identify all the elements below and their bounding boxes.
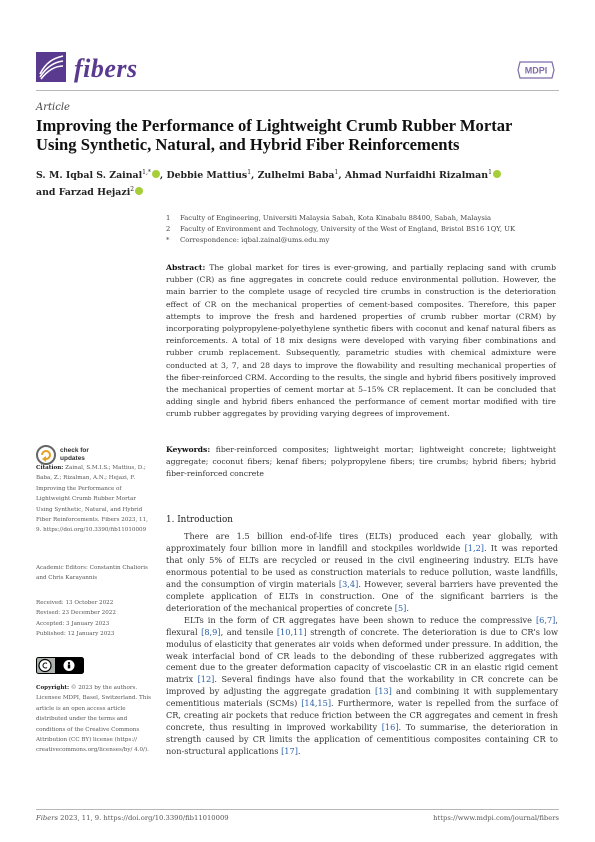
text-run: strength of concrete. The deterioration is due to CR’s low modulus of elasticity that generates air voids when deformed under pressure. In addition, the weak interfacial bond of CR leads to the debonding of these rubberized aggregates with cement due to the greater deformation capacity of viscoelastic CR in an elastic rigid cement matrix bbox=[166, 626, 558, 685]
footer-citation: Fibers 2023, 11, 9. https://doi.org/10.3390/fib11010009 bbox=[36, 814, 229, 822]
affiliation-item: 1 Faculty of Engineering, Universiti Malaysia Sabah, Kota Kinabalu 88400, Sabah, Malaysia bbox=[166, 214, 492, 222]
keywords bbox=[166, 444, 556, 481]
citation-link[interactable]: [17] bbox=[281, 746, 298, 757]
academic-editors: Academic Editors: Constantin Chalioris and Chris Karayannis bbox=[36, 565, 148, 582]
abstract bbox=[166, 262, 556, 421]
abstract-label: Abstract: bbox=[166, 263, 206, 272]
abstract-text: The global market for tires is ever-growing, and partially replacing sand with crumb rubber (CR) as fine aggregates in concrete could reduce environmental pollution. However, the main barrier to the complete usage of recycled tire crumbs in construction is the deterioration effect of CR on the mechanical properties of cement-based composites. Therefore, this paper attempts to improve the fresh and hardened properties of crumb rubber mortar (CRM) by incorporating polypropylene-polyethylene synthetic fibers with coconut and kenaf natural fibers as reinforcements. A total of 18 mix designs were developed with varying fiber combinations and rubber crumb replacement. Subsequently, parametric studies with chemical admixture were conducted at 3, 7, and 28 days to improve the flowability and resulting mechanical properties of the fiber-reinforced CRM. According to the results, the single and hybrid fibers positively improved the mechanical properties of cement mortar at 5–15% CR replacement. It can be concluded that adding single and hybrid fibers enhanced the performance of cement mortar modified with tire crumb rubber aggregates by providing varying degrees of improvement. bbox=[166, 263, 556, 419]
orcid-icon[interactable] bbox=[152, 170, 160, 178]
introduction-body bbox=[166, 531, 558, 758]
copyright-notice: Copyright: © 2023 by the authors. Licensee MDPI, Basel, Switzerland. This article is an open access article distributed under the terms and conditions of the Creative Commons Attribution (CC BY) license (https:// creativecommons.org/licenses/by/ 4.0/). bbox=[36, 685, 151, 754]
journal-logo bbox=[36, 52, 66, 82]
citation-link[interactable]: [6,7] bbox=[535, 614, 556, 625]
citation-link[interactable]: [16] bbox=[381, 722, 399, 733]
refresh-icon bbox=[36, 445, 56, 465]
footer-divider bbox=[36, 809, 559, 810]
citation-block: Citation: Zainal, S.M.I.S.; Mattius, D.; Baba, Z.; Rizalman, A.N.; Hejazi, F. Improving the Performance of Lightweight Crumb Rubber Mortar Using Synthetic, Natural, and Hybrid Fiber Reinforcements. Fibers 2023, 11, 9. https://doi.org/10.3390/fib11010009 bbox=[36, 465, 148, 534]
section-heading: 1. Introduction bbox=[166, 515, 233, 525]
author-list: S. M. Iqbal S. Zainal$^{1,*}$ , Debbie Mattius$^1$, Zulhelmi Baba$^1$, Ahmad Nurfaidhi Rizalman$^1$ and Farzad Hejazi$^2$ bbox=[36, 166, 556, 200]
text-run: . However, several barriers have prevented the complete application of ELTs in construction. One of the significant barriers is the deterioration of the mechanical properties of concrete bbox=[166, 578, 558, 613]
text-run: and combining it with supplementary cementitious materials (SCMs) bbox=[166, 686, 558, 709]
text-run: . bbox=[406, 602, 409, 613]
paragraph bbox=[166, 531, 558, 615]
orcid-icon[interactable] bbox=[493, 170, 501, 178]
orcid-icon[interactable] bbox=[135, 187, 143, 195]
header-divider bbox=[36, 90, 559, 91]
publication-dates bbox=[36, 598, 154, 640]
date-received: Received: 13 October 2022 bbox=[36, 600, 114, 606]
citation-link[interactable]: [5] bbox=[394, 602, 407, 613]
citation-link[interactable]: [1,2] bbox=[464, 542, 484, 553]
citation-link[interactable]: [12] bbox=[197, 674, 215, 685]
keywords-label: Keywords: bbox=[166, 445, 211, 454]
date-revised: Revised: 23 December 2022 bbox=[36, 610, 116, 617]
text-run: , flexural bbox=[166, 614, 558, 637]
text-run: . It was reported that only 5% of ELTs are recycled or reused in the civil engineering industry. ELTs have enormous potential to be used as construction materials to reduce pollution, waste landfills, and the consumption of virgin materials bbox=[166, 542, 558, 589]
text-run: . Several findings have also found that the workability in CR concrete can be improved by adjusting the aggregate gradation bbox=[166, 674, 558, 697]
date-published: Published: 12 January 2023 bbox=[36, 631, 115, 638]
text-run: . bbox=[297, 746, 301, 757]
mdpi-logo bbox=[516, 60, 556, 80]
affiliation-item: 2 Faculty of Environment and Technology, University of the West of England, Bristol BS16 1QY, UK bbox=[166, 224, 516, 233]
citation-link[interactable]: [13] bbox=[375, 686, 392, 697]
article-title: Improving the Performance of Lightweight Crumb Rubber Mortar Using Synthetic, Natural, and Hybrid Fiber Reinforcements bbox=[36, 116, 513, 154]
text-run: , and tensile bbox=[220, 626, 277, 637]
author-name[interactable]: Ahmad Nurfaidhi Rizalman bbox=[344, 170, 489, 182]
citation-link[interactable]: [8,9] bbox=[201, 626, 221, 637]
citation-link[interactable]: [14,15] bbox=[301, 698, 332, 709]
text-run: ELTs in the form of CR aggregates have been shown to reduce the compressive bbox=[184, 614, 536, 625]
keywords-text: fiber-reinforced composites; lightweight mortar; lightweight concrete; lightweight aggregate; coconut fibers; kenaf fibers; polypropylene fibers; tire crumbs; hybrid fibers; hybrid fiber-reinforced concrete bbox=[166, 445, 556, 479]
affiliations bbox=[166, 213, 556, 245]
publisher-name: MDPI bbox=[524, 65, 548, 76]
author-name[interactable]: Zulhelmi Baba bbox=[257, 170, 335, 182]
author-name[interactable]: S. M. Iqbal S. Zainal bbox=[36, 170, 143, 182]
date-accepted: Accepted: 3 January 2023 bbox=[36, 620, 110, 627]
citation-link[interactable]: [10,11] bbox=[276, 626, 307, 637]
author-name[interactable]: Farzad Hejazi bbox=[58, 187, 131, 199]
cc-by-license-badge[interactable] bbox=[36, 657, 84, 674]
footer-journal-url[interactable]: https://www.mdpi.com/journal/fibers bbox=[433, 814, 559, 822]
paragraph bbox=[166, 615, 558, 758]
correspondence: * Correspondence: iqbal.zainal@ums.edu.my bbox=[166, 235, 330, 244]
text-run: . Furthermore, water is repelled from the surface of CR, creating air pockets that reduce friction between the CR aggregates and cement in fresh concrete, thus resulting in improved workability bbox=[166, 698, 558, 733]
journal-name: fibers bbox=[74, 54, 138, 83]
citation-link[interactable]: [3,4] bbox=[338, 578, 359, 589]
author-name[interactable]: Debbie Mattius bbox=[166, 170, 248, 182]
text-run: There are 1.5 billion end-of-life tires (ELTs) produced each year globally, with approximately four billion more in landfill and stockpiles worldwide bbox=[166, 531, 558, 553]
check-for-updates-badge[interactable]: check for updates bbox=[36, 444, 156, 468]
text-run: . To summarise, the deterioration in strength caused by CR limits the application of cementitious composites containing CR to non-structural applications bbox=[166, 722, 558, 757]
article-type: Article bbox=[36, 102, 70, 113]
